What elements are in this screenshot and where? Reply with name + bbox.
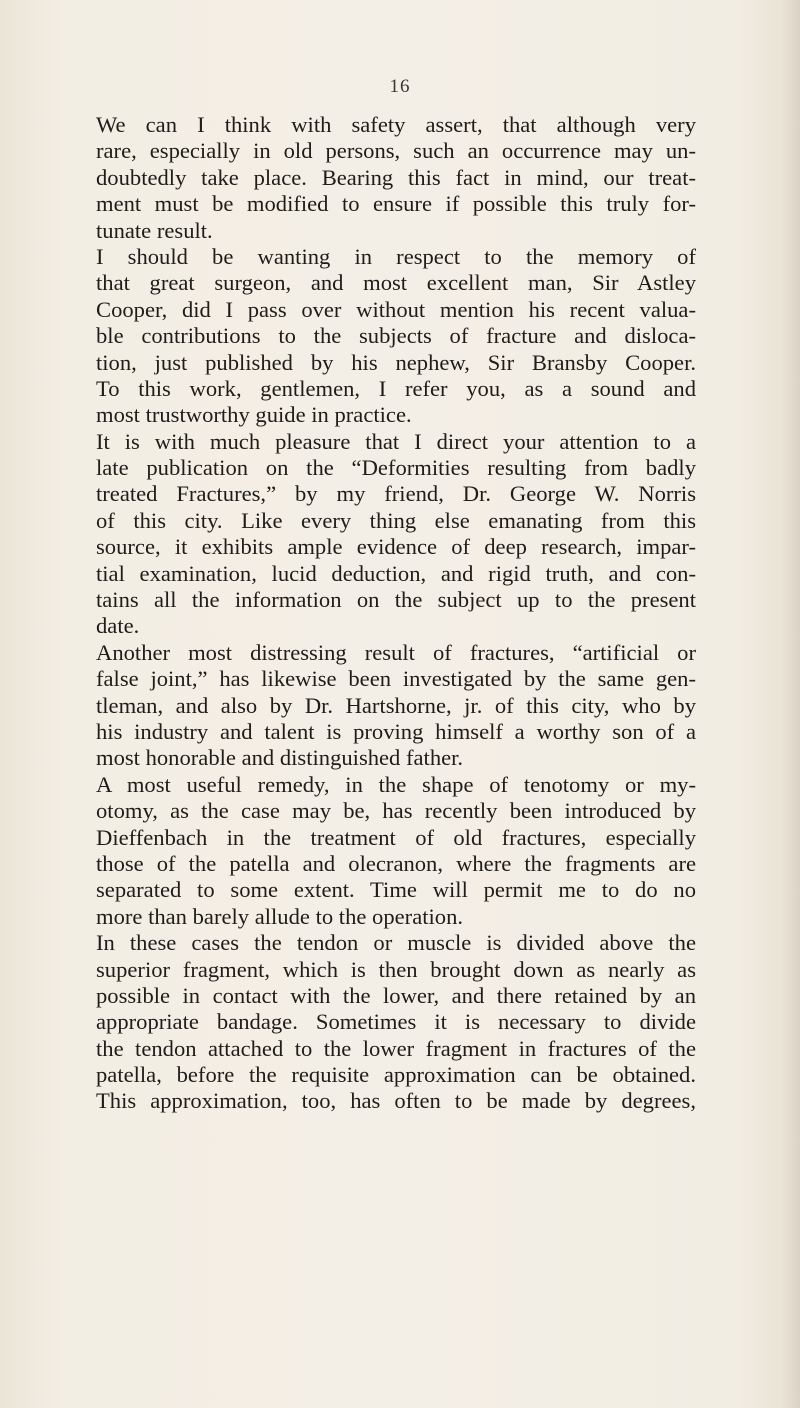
text-line: most trustworthy guide in practice. [96, 402, 412, 428]
text-line: source, it exhibits ample evidence of deep research, impar- [96, 534, 696, 560]
text-line: that great surgeon, and most excellent man, Sir Astley [96, 270, 696, 296]
text-line: tunate result. [96, 217, 213, 243]
text-line: ment must be modified to ensure if possible this truly for- [96, 191, 696, 217]
text-line: Cooper, did I pass over without mention his recent valua- [96, 296, 696, 322]
text-line: This approximation, too, has often to be made by degrees, [96, 1088, 696, 1114]
paragraph [96, 772, 696, 930]
text-line: treated Fractures,” by my friend, Dr. George W. Norris [96, 481, 696, 507]
text-line: tial examination, lucid deduction, and rigid truth, and con- [96, 560, 696, 586]
text-line: date. [96, 613, 140, 639]
text-line: those of the patella and olecranon, where the fragments are [96, 850, 696, 876]
text-line: tains all the information on the subject up to the present [96, 587, 696, 613]
text-line: Dieffenbach in the treatment of old fractures, especially [96, 824, 696, 850]
text-line: patella, before the requisite approximation can be obtained. [96, 1062, 696, 1088]
text-line: To this work, gentlemen, I refer you, as a sound and [96, 375, 696, 401]
text-line: In these cases the tendon or muscle is divided above the [96, 930, 696, 956]
text-line: most honorable and distinguished father. [96, 745, 464, 771]
text-line: separated to some extent. Time will permit me to do no [96, 877, 696, 903]
text-line: his industry and talent is proving himself a worthy son of a [96, 718, 696, 744]
text-line: It is with much pleasure that I direct your attention to a [96, 428, 696, 454]
text-line: more than barely allude to the operation. [96, 903, 464, 929]
text-line: doubtedly take place. Bearing this fact in mind, our treat- [96, 164, 696, 190]
text-line: rare, especially in old persons, such an occurrence may un- [96, 138, 696, 164]
text-line: tleman, and also by Dr. Hartshorne, jr. of this city, who by [96, 692, 696, 718]
text-line: false joint,” has likewise been investigated by the same gen- [96, 666, 696, 692]
body-text [96, 112, 696, 1115]
text-line: late publication on the “Deformities resulting from badly [96, 455, 696, 481]
text-line: I should be wanting in respect to the memory of [96, 243, 696, 269]
text-line: the tendon attached to the lower fragment in fractures of the [96, 1035, 696, 1061]
text-line: of this city. Like every thing else emanating from this [96, 507, 696, 533]
text-line: appropriate bandage. Sometimes it is necessary to divide [96, 1009, 696, 1035]
text-line: possible in contact with the lower, and there retained by an [96, 982, 696, 1008]
text-line: otomy, as the case may be, has recently been introduced by [96, 798, 696, 824]
page-edge-shadow [782, 0, 800, 1408]
text-line: We can I think with safety assert, that although very [96, 112, 696, 137]
paragraph [96, 429, 696, 640]
text-line: superior fragment, which is then brought down as nearly as [96, 956, 696, 982]
text-line: A most useful remedy, in the shape of tenotomy or my- [96, 771, 696, 797]
paragraph [96, 112, 696, 244]
page-number: 16 [389, 76, 411, 97]
text-line: ble contributions to the subjects of fracture and disloca- [96, 323, 696, 349]
text-line: Another most distressing result of fractures, “artificial or [96, 639, 696, 665]
text-line: tion, just published by his nephew, Sir Bransby Cooper. [96, 349, 696, 375]
paragraph [96, 244, 696, 429]
paragraph [96, 930, 696, 1115]
paragraph [96, 640, 696, 772]
